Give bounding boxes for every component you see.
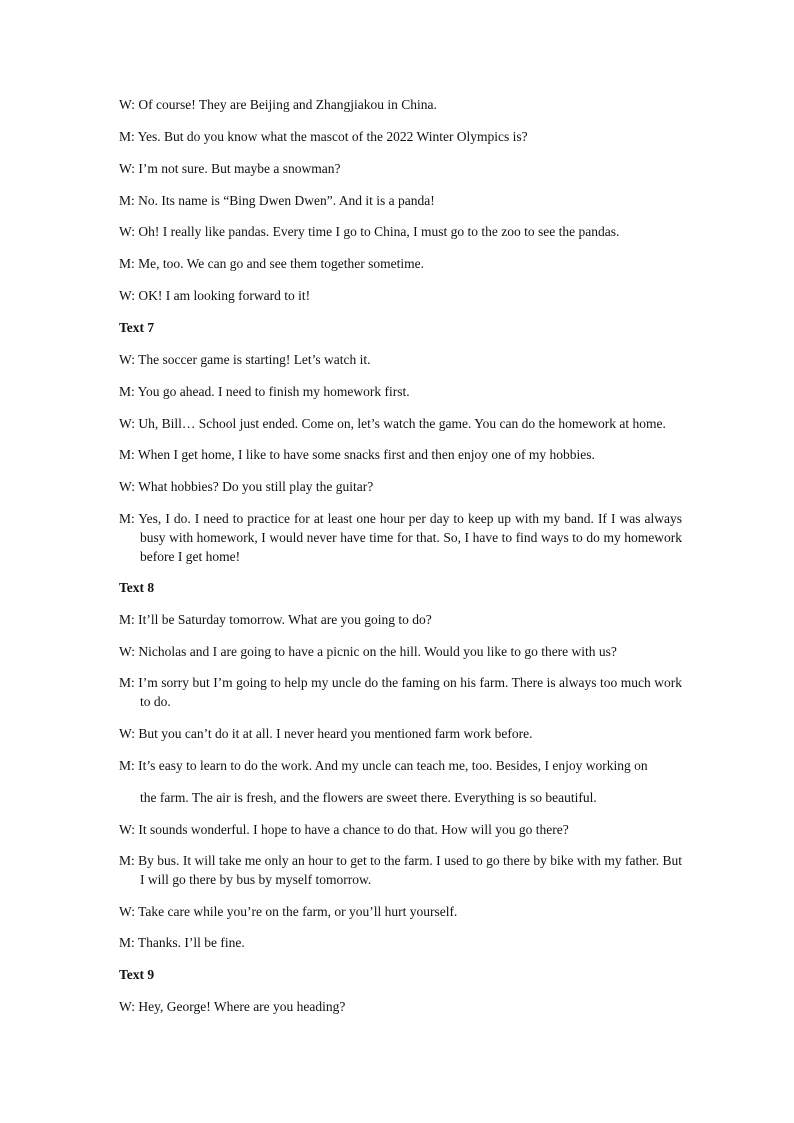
dialogue-line: M: I’m sorry but I’m going to help my uncle do the faming on his farm. There is always too much work to do. (119, 675, 682, 709)
dialogue-line: W: I’m not sure. But maybe a snowman? (119, 161, 341, 176)
dialogue-line: M: Thanks. I’ll be fine. (119, 935, 245, 950)
dialogue-line: M: It’s easy to learn to do the work. And my uncle can teach me, too. Besides, I enjoy working on (119, 758, 648, 773)
dialogue-line: W: The soccer game is starting! Let’s watch it. (119, 352, 371, 367)
dialogue-line: M: By bus. It will take me only an hour to get to the farm. I used to go there by bike with my father. But I will go there by bus by myself tomorrow. (119, 853, 682, 887)
section-heading-text-8: Text 8 (119, 580, 155, 595)
dialogue-line: W: Of course! They are Beijing and Zhangjiakou in China. (119, 97, 437, 112)
dialogue-line: M: No. Its name is “Bing Dwen Dwen”. And it is a panda! (119, 193, 435, 208)
dialogue-line: M: Me, too. We can go and see them together sometime. (119, 256, 424, 271)
dialogue-line: M: Yes. But do you know what the mascot of the 2022 Winter Olympics is? (119, 129, 528, 144)
section-heading-text-7: Text 7 (119, 320, 155, 335)
dialogue-line: W: Uh, Bill… School just ended. Come on, let’s watch the game. You can do the homework at home. (119, 416, 666, 431)
dialogue-line: W: OK! I am looking forward to it! (119, 288, 311, 303)
dialogue-line: W: Hey, George! Where are you heading? (119, 999, 346, 1014)
dialogue-line: W: What hobbies? Do you still play the guitar? (119, 479, 374, 494)
dialogue-line: M: Yes, I do. I need to practice for at least one hour per day to keep up with my band. If I was always busy with homework, I would never have time for that. So, I have to find ways to do my homework before I get home! (119, 511, 682, 564)
dialogue-line: W: It sounds wonderful. I hope to have a chance to do that. How will you go there? (119, 822, 569, 837)
dialogue-line: W: But you can’t do it at all. I never heard you mentioned farm work before. (119, 726, 533, 741)
section-heading-text-9: Text 9 (119, 967, 155, 982)
dialogue-line: M: When I get home, I like to have some snacks first and then enjoy one of my hobbies. (119, 447, 595, 462)
dialogue-line: M: It’ll be Saturday tomorrow. What are you going to do? (119, 612, 432, 627)
dialogue-line: W: Take care while you’re on the farm, or you’ll hurt yourself. (119, 904, 458, 919)
dialogue-line: W: Nicholas and I are going to have a picnic on the hill. Would you like to go there with us? (119, 644, 617, 659)
dialogue-line: M: You go ahead. I need to finish my homework first. (119, 384, 410, 399)
dialogue-line: W: Oh! I really like pandas. Every time I go to China, I must go to the zoo to see the pandas. (119, 224, 620, 239)
dialogue-line-continuation: the farm. The air is fresh, and the flowers are sweet there. Everything is so beautiful. (140, 790, 597, 805)
